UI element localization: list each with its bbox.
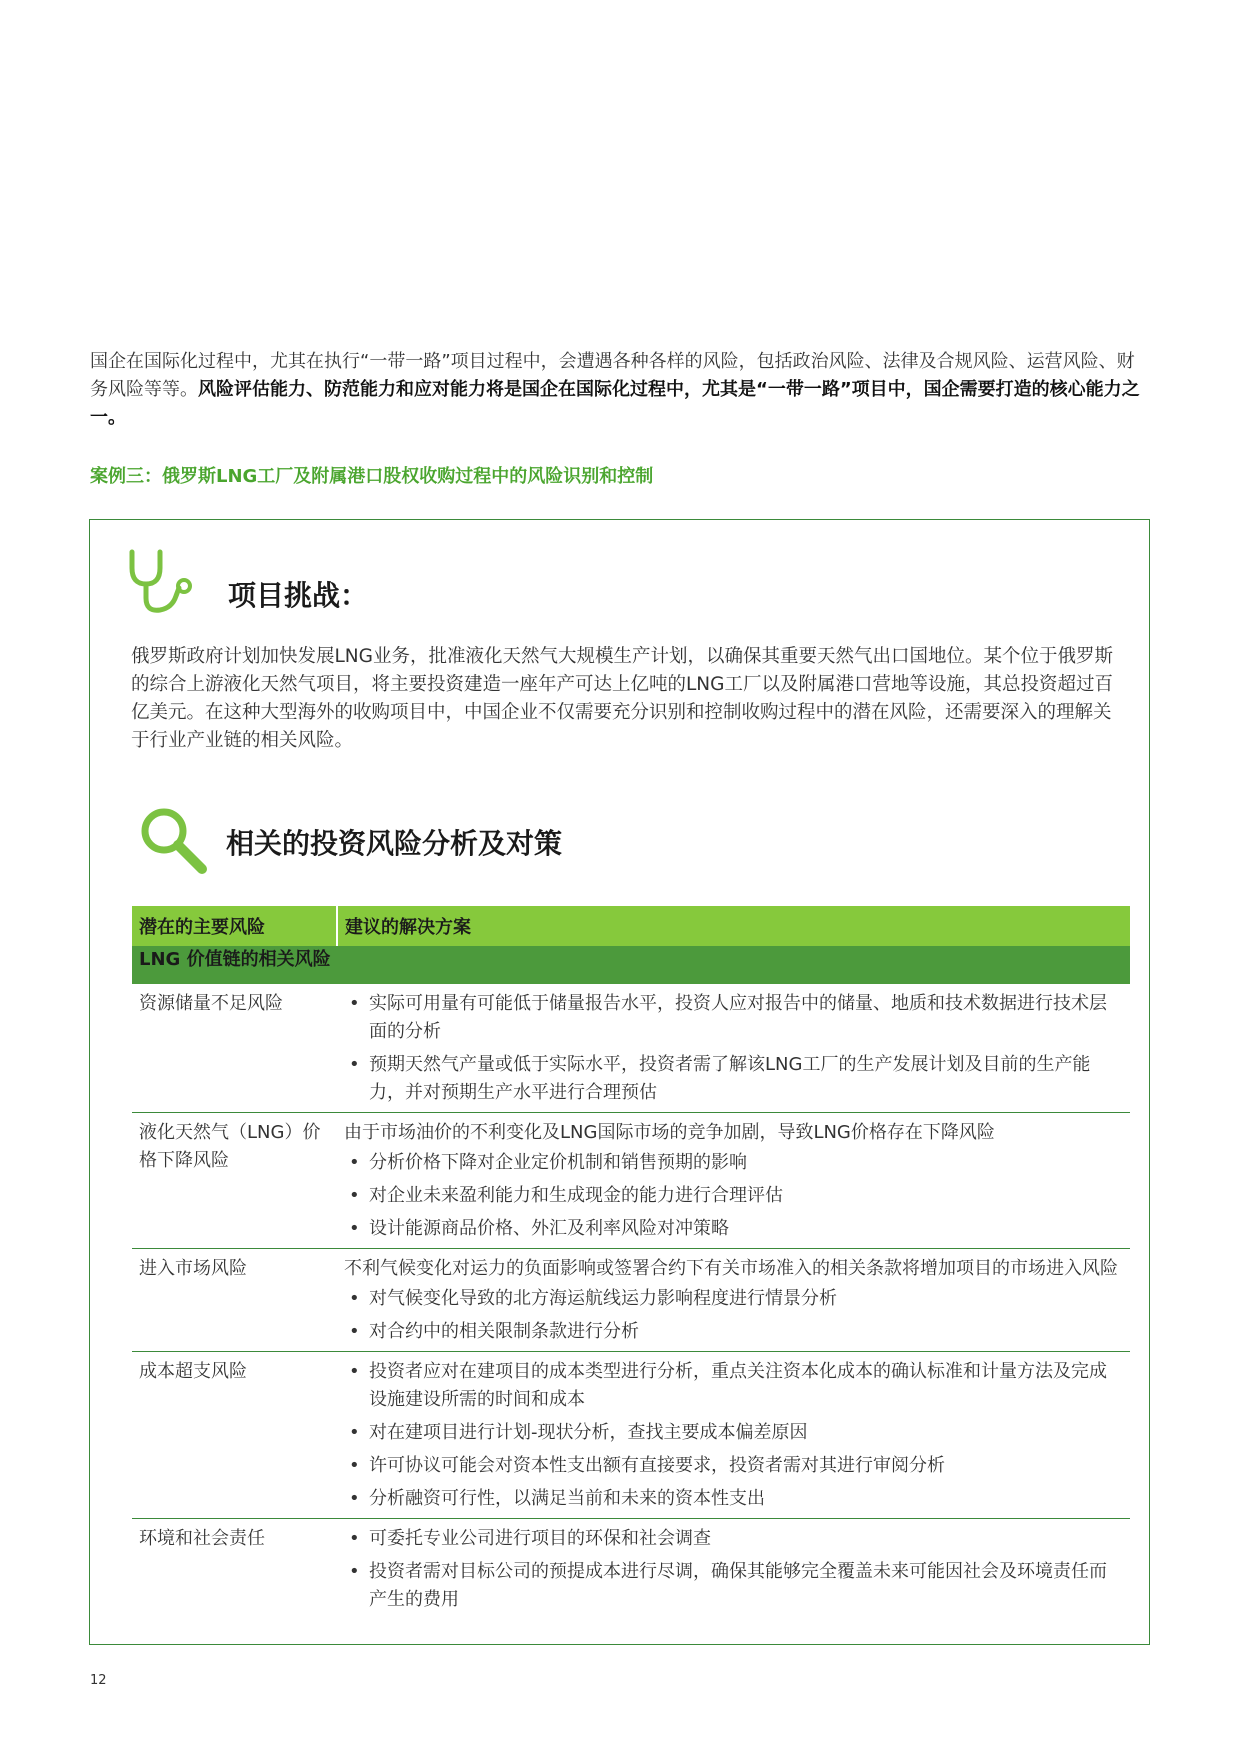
- challenge-heading: 项目挑战：: [228, 579, 369, 612]
- analysis-heading: 相关的投资风险分析及对策: [226, 827, 563, 860]
- solution-list: [344, 1358, 1123, 1513]
- table-row: [132, 1113, 1130, 1249]
- risk-name: 液化天然气（LNG）价格下降风险: [132, 1113, 337, 1249]
- solution-item: • 可委托专业公司进行项目的环保和社会调查: [344, 1525, 1123, 1553]
- table-row: [132, 1352, 1130, 1519]
- solution-item: • 分析融资可行性，以满足当前和未来的资本性支出: [344, 1485, 1123, 1513]
- solution-intro: 不利气候变化对运力的负面影响或签署合约下有关市场准入的相关条款将增加项目的市场进入风险: [344, 1258, 1118, 1279]
- header-risk: 潜在的主要风险: [132, 906, 337, 946]
- solution-list: [344, 990, 1123, 1107]
- group-label: LNG 价值链的相关风险: [132, 946, 1130, 984]
- solution-item: • 对气候变化导致的北方海运航线运力影响程度进行情景分析: [344, 1285, 1123, 1313]
- risk-name: 成本超支风险: [132, 1352, 337, 1519]
- risk-name: 资源储量不足风险: [132, 984, 337, 1113]
- solution-list: [344, 1149, 1123, 1243]
- group-row: [132, 946, 1130, 984]
- solution-item: • 分析价格下降对企业定价机制和销售预期的影响: [344, 1149, 1123, 1177]
- solution-item: • 许可协议可能会对资本性支出额有直接要求，投资者需对其进行审阅分析: [344, 1452, 1123, 1480]
- table-row: [132, 1249, 1130, 1352]
- stethoscope-icon: [126, 548, 196, 618]
- solution-item: • 对在建项目进行计划-现状分析，查找主要成本偏差原因: [344, 1419, 1123, 1447]
- solution-item: • 实际可用量有可能低于储量报告水平，投资人应对报告中的储量、地质和技术数据进行技术层面的分析: [344, 990, 1123, 1046]
- challenge-text: 俄罗斯政府计划加快发展LNG业务，批准液化天然气大规模生产计划，以确保其重要天然气出口国地位。某个位于俄罗斯的综合上游液化天然气项目，将主要投资建造一座年产可达上亿吨的LNG工厂以及附属港口营地等设施，其总投资超过百亿美元。在这种大型海外的收购项目中，中国企业不仅需要充分识别和控制收购过程中的潜在风险，还需要深入的理解关于行业产业链的相关风险。: [131, 646, 1113, 751]
- intro-normal-text: 国企在国际化过程中，尤其在执行“一带一路”项目过程中，会遭遇各种各样的风险，包括政治风险、法律及合规风险、运营风险、财务风险等等。: [90, 351, 1135, 400]
- solution-item: • 预期天然气产量或低于实际水平，投资者需了解该LNG工厂的生产发展计划及目前的生产能力，并对预期生产水平进行合理预估: [344, 1051, 1123, 1107]
- magnifier-icon: [138, 805, 212, 879]
- solution-intro: 由于市场油价的不利变化及LNG国际市场的竞争加剧，导致LNG价格存在下降风险: [344, 1122, 995, 1143]
- solution-list: [344, 1285, 1123, 1346]
- solution-cell: [337, 1352, 1130, 1519]
- solution-cell: [337, 1113, 1130, 1249]
- table-row: [132, 1519, 1130, 1620]
- solution-item: • 投资者应对在建项目的成本类型进行分析，重点关注资本化成本的确认标准和计量方法及完成设施建设所需的时间和成本: [344, 1358, 1123, 1414]
- solution-item: • 对企业未来盈利能力和生成现金的能力进行合理评估: [344, 1182, 1123, 1210]
- solution-cell: [337, 1249, 1130, 1352]
- solution-cell: [337, 1519, 1130, 1620]
- table-header-row: [132, 906, 1130, 946]
- case-title: 案例三：俄罗斯LNG工厂及附属港口股权收购过程中的风险识别和控制: [90, 466, 654, 487]
- risk-name: 环境和社会责任: [139, 1528, 265, 1549]
- header-solution: 建议的解决方案: [337, 906, 1130, 946]
- intro-paragraph: [90, 348, 1150, 432]
- solution-item: • 设计能源商品价格、外汇及利率风险对冲策略: [344, 1215, 1123, 1243]
- solution-item: • 投资者需对目标公司的预提成本进行尽调，确保其能够完全覆盖未来可能因社会及环境责任而产生的费用: [344, 1558, 1123, 1614]
- risk-name: 进入市场风险: [132, 1249, 337, 1352]
- table-row: [132, 984, 1130, 1113]
- page-number: 12: [90, 1673, 107, 1688]
- solution-cell: [337, 984, 1130, 1113]
- risk-table: [132, 906, 1130, 1619]
- intro-bold-text: 风险评估能力、防范能力和应对能力将是国企在国际化过程中，尤其是“一带一路”项目中，国企需要打造的核心能力之一。: [90, 379, 1140, 428]
- solution-item: • 对合约中的相关限制条款进行分析: [344, 1318, 1123, 1346]
- solution-list: [344, 1525, 1123, 1614]
